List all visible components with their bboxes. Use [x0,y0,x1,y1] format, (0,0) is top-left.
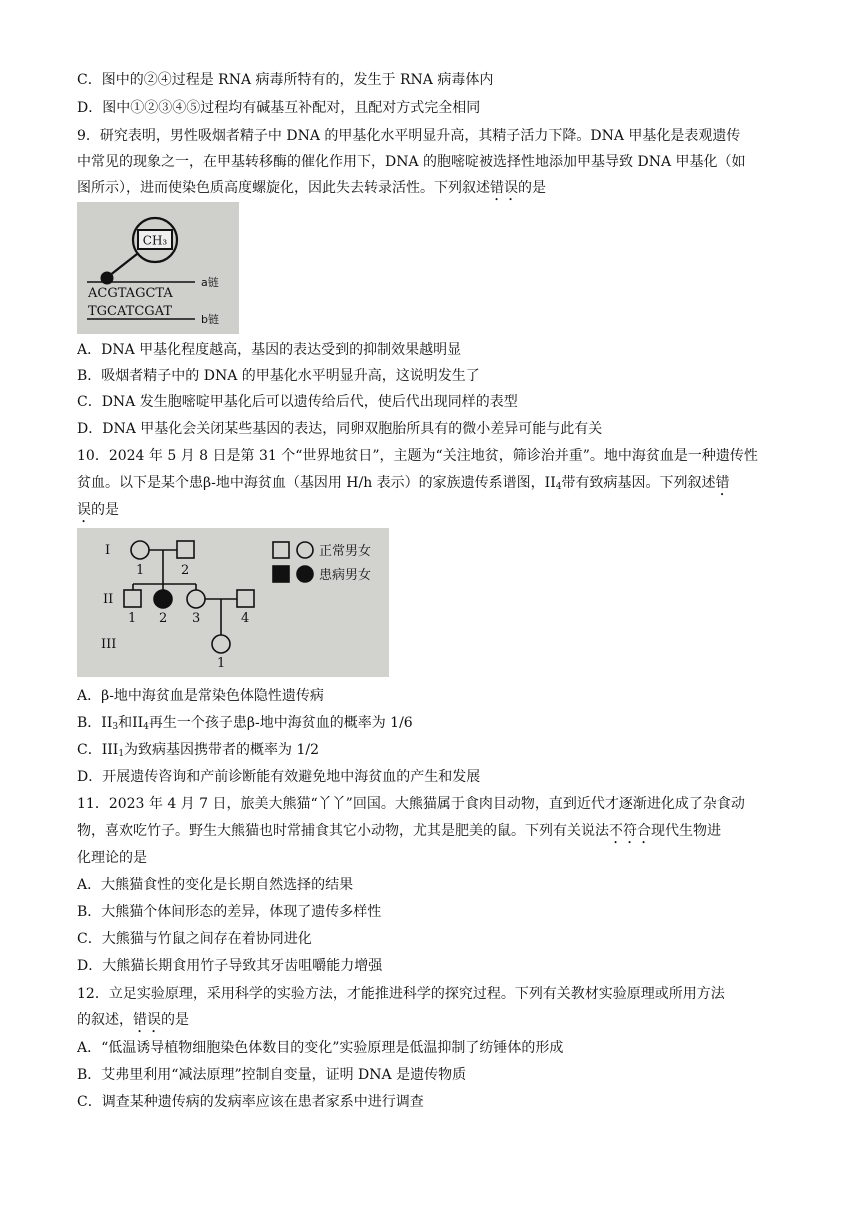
q8-option-d: D．图中①②③④⑤过程均有碱基互补配对，且配对方式完全相同 [77,100,481,116]
q12-option-c: C．调查某种遗传病的发病率应该在患者家系中进行调查 [77,1094,424,1110]
strand-b-sequence: TGCATCGAT [88,304,173,319]
q12-option-b: B．艾弗里利用“减法原理”控制自变量，证明 DNA 是遗传物质 [77,1067,467,1083]
q9-option-a: A．DNA 甲基化程度越高，基因的表达受到的抑制效果越明显 [77,342,462,358]
legend-affected-female [297,566,313,582]
q9-stem-line-2: 中常见的现象之一，在甲基转移酶的催化作用下，DNA 的胞嘧啶被选择性地添加甲基导致 DNA 甲基化（如 [77,154,746,170]
dna-methylation-diagram [77,202,239,334]
q11-stem-line-1: 11．2023 年 4 月 7 日，旅美大熊猫“丫丫”回国。大熊猫属于食肉目动物，直到近代才逐渐进化成了杂食动 [77,796,745,812]
q9-option-c: C．DNA 发生胞嘧啶甲基化后可以遗传给后代，使后代出现同样的表型 [77,394,518,410]
emphasis-text: 错误 [133,1012,161,1028]
q10-stem-line-1: 10．2024 年 5 月 8 日是第 31 个“世界地贫日”，主题为“关注地贫，筛诊治并重”。地中海贫血是一种遗传性 [77,448,758,464]
i2-number: 2 [181,563,190,578]
q10-option-b: B．$II_3$和$II_4$再生一个孩子患β-地中海贫血的概率为 1/6 [77,715,413,732]
pedigree-figure [77,528,389,677]
gen-label-ii: II [103,592,114,607]
q10-stem-line-2: 贫血。以下是某个患β-地中海贫血（基因用 H/h 表示）的家族遗传系谱图，$II_4$带有致病基因。下列叙述错 [77,475,730,492]
q9-option-b: B．吸烟者精子中的 DNA 的甲基化水平明显升高，这说明发生了 [77,368,480,384]
i1-number: 1 [136,563,145,578]
q11-stem-line-2: 物，喜欢吃竹子。野生大熊猫也时常捕食其它小动物，尤其是肥美的鼠。下列有关说法不符合现代生物进 [77,823,721,839]
methyl-label: CH₃ [142,233,168,248]
gen-label-iii: III [101,637,117,652]
q9-stem-line-3: 图所示），进而使染色质高度螺旋化，因此失去转录活性。下列叙述错误的是 [77,180,546,196]
q12-stem-line-1: 12．立足实验原理，采用科学的实验方法，才能推进科学的探究过程。下列有关教材实验原理或所用方法 [77,986,725,1002]
ii4-number: 4 [241,611,250,626]
iii1-number: 1 [217,656,226,671]
emphasis-text: 错误 [490,180,518,196]
ii1-number: 1 [128,611,137,626]
ii3-number: 3 [192,611,201,626]
emphasis-text: 不符合 [609,823,651,839]
q11-stem-line-3: 化理论的是 [77,850,147,866]
q11-option-b: B．大熊猫个体间形态的差异，体现了遗传多样性 [77,904,382,920]
ii2-affected-female [154,590,172,608]
pedigree-chart [77,528,389,677]
strand-a-sequence: ACGTAGCTA [88,286,173,301]
legend-affected-label: 患病男女 [319,568,372,583]
strand-b-label: b链 [201,313,219,326]
ii2-number: 2 [159,611,168,626]
q9-stem-line-1: 9．研究表明，男性吸烟者精子中 DNA 的甲基化水平明显升高，其精子活力下降。DNA 甲基化是表观遗传 [77,128,741,144]
gen-label-i: I [105,543,111,558]
q12-stem-line-2: 的叙述，错误的是 [77,1012,189,1028]
q10-option-d: D．开展遗传咨询和产前诊断能有效避免地中海贫血的产生和发展 [77,769,481,785]
q10-option-a: A．β-地中海贫血是常染色体隐性遗传病 [77,688,324,704]
emphasis-text: 误 [77,502,91,518]
q11-option-d: D．大熊猫长期食用竹子导致其牙齿咀嚼能力增强 [77,958,383,974]
legend-normal-label: 正常男女 [319,544,372,559]
legend-affected-male [273,566,289,582]
dna-methylation-figure [77,202,239,334]
strand-a-label: a链 [201,276,219,289]
q12-option-a: A．“低温诱导植物细胞染色体数目的变化”实验原理是低温抑制了纺锤体的形成 [77,1040,564,1056]
emphasis-text: 错 [715,475,730,491]
q8-option-c: C．图中的②④过程是 RNA 病毒所特有的，发生于 RNA 病毒体内 [77,72,494,88]
q10-stem-line-3: 误的是 [77,502,119,518]
q11-option-c: C．大熊猫与竹鼠之间存在着协同进化 [77,931,312,947]
q9-option-d: D．DNA 甲基化会关闭某些基因的表达，同卵双胞胎所具有的微小差异可能与此有关 [77,421,603,437]
q11-option-a: A．大熊猫食性的变化是长期自然选择的结果 [77,877,354,893]
q10-option-c: C．$III_1$为致病基因携带者的概率为 1/2 [77,742,320,759]
